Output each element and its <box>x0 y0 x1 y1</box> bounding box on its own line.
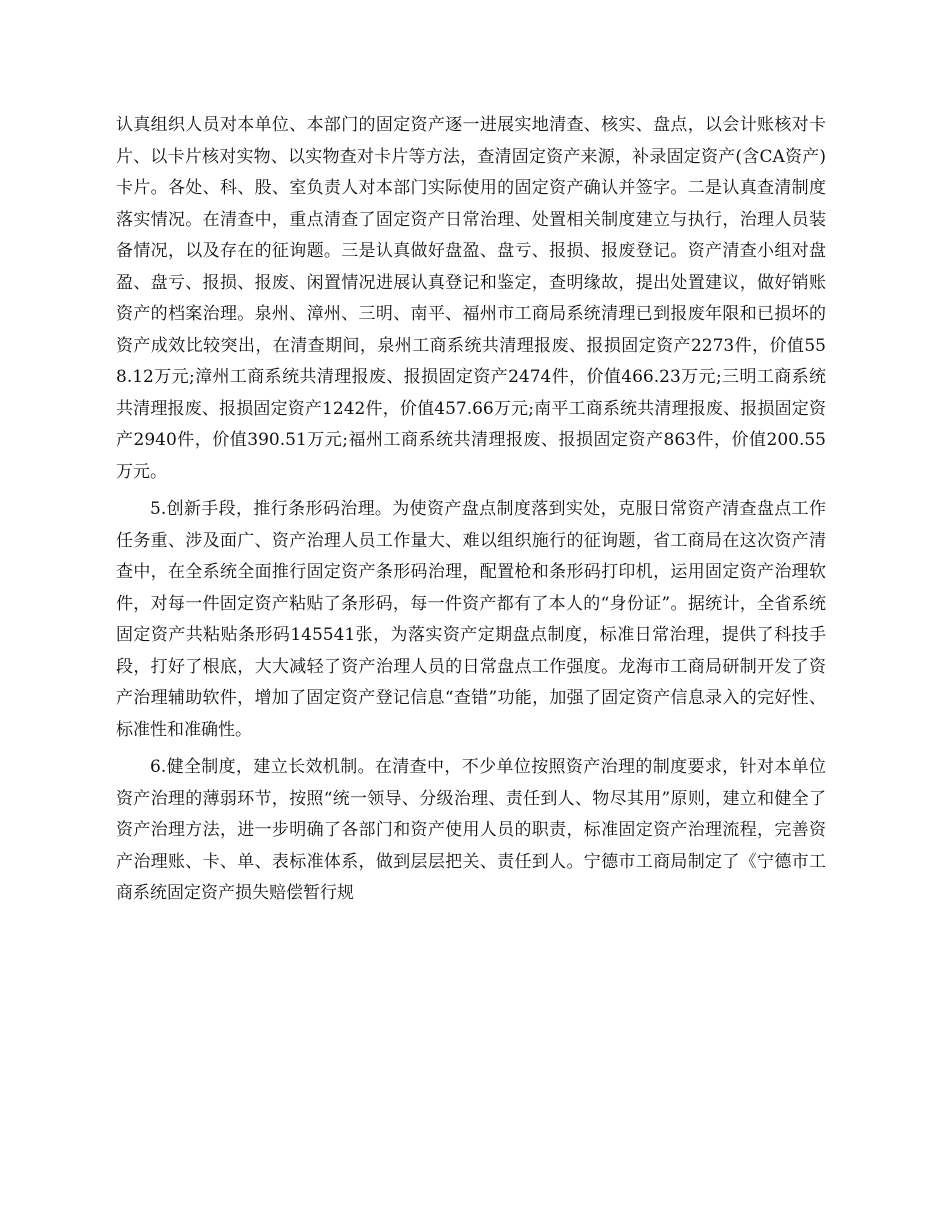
paragraph-1: 认真组织人员对本单位、本部门的固定资产逐一进展实地清查、核实、盘点，以会计账核对卡片、以卡片核对实物、以实物查对卡片等方法，查清固定资产来源，补录固定资产(含CA资产)卡片。各处、科、股、室负责人对本部门实际使用的固定资产确认并签字。二是认真查清制度落实情况。在清查中，重点清查了固定资产日常治理、处置相关制度建立与执行，治理人员装备情况，以及存在的征询题。三是认真做好盘盈、盘亏、报损、报废登记。资产清查小组对盘盈、盘亏、报损、报废、闲置情况进展认真登记和鉴定，查明缘故，提出处置建议，做好销账资产的档案治理。泉州、漳州、三明、南平、福州市工商局系统清理已到报废年限和已损坏的资产成效比较突出，在清查期间，泉州工商系统共清理报废、报损固定资产2273件，价值558.12万元;漳州工商系统共清理报废、报损固定资产2474件，价值466.23万元;三明工商系统共清理报废、报损固定资产1242件，价值457.66万元;南平工商系统共清理报废、报损固定资产2940件，价值390.51万元;福州工商系统共清理报废、报损固定资产863件，价值200.55万元。 <box>116 115 826 482</box>
paragraph-3: 6.健全制度，建立长效机制。在清查中，不少单位按照资产治理的制度要求，针对本单位资产治理的薄弱环节，按照“统一领导、分级治理、责任到人、物尽其用”原则，建立和健全了资产治理方法，进一步明确了各部门和资产使用人员的职责，标准固定资产治理流程，完善资产治理账、卡、单、表标准体系，做到层层把关、责任到人。宁德市工商局制定了《宁德市工商系统固定资产损失赔偿暂行规 <box>116 757 826 903</box>
document-page <box>116 110 826 916</box>
paragraph-2: 5.创新手段，推行条形码治理。为使资产盘点制度落到实处，克服日常资产清查盘点工作任务重、涉及面广、资产治理人员工作量大、难以组织施行的征询题，省工商局在这次资产清查中，在全系统全面推行固定资产条形码治理，配置枪和条形码打印机，运用固定资产治理软件，对每一件固定资产粘贴了条形码，每一件资产都有了本人的“身份证”。据统计，全省系统固定资产共粘贴条形码145541张，为落实资产定期盘点制度，标准日常治理，提供了科技手段，打好了根底，大大减轻了资产治理人员的日常盘点工作强度。龙海市工商局研制开发了资产治理辅助软件，增加了固定资产登记信息“查错”功能，加强了固定资产信息录入的完好性、标准性和准确性。 <box>116 499 826 740</box>
